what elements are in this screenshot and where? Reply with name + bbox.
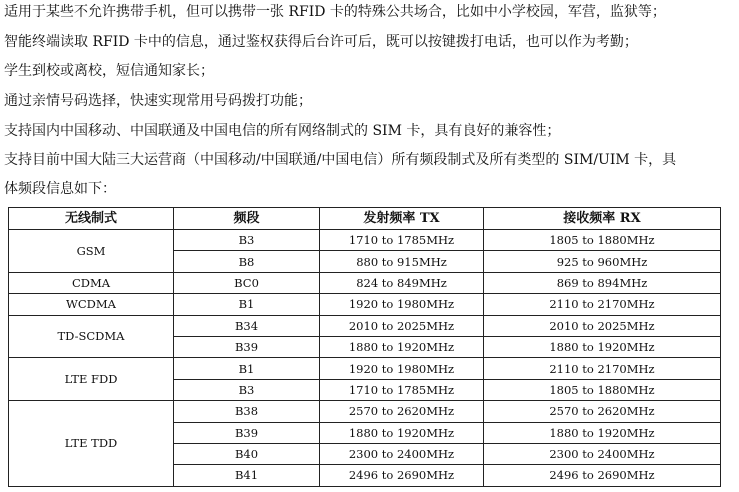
rx-cell: 2110 to 2170MHz [484,358,721,379]
rx-cell: 1880 to 1920MHz [484,422,721,443]
tx-cell: 2300 to 2400MHz [320,443,484,464]
band-cell: B1 [174,294,320,315]
rx-cell: 925 to 960MHz [484,251,721,272]
paragraph-sim-support: 支持国内中国移动、中国联通及中国电信的所有网络制式的 SIM 卡，具有良好的兼容性； [4,123,561,139]
tx-cell: 824 to 849MHz [320,272,484,293]
band-cell: B3 [174,379,320,400]
tx-cell: 2496 to 2690MHz [320,465,484,486]
table-row [9,230,721,251]
rx-cell: 869 to 894MHz [484,272,721,293]
tx-cell: 1710 to 1785MHz [320,379,484,400]
header-tx-frequency: 发射频率 TX [320,208,484,230]
paragraph-band-support: 支持目前中国大陆三大运营商（中国移动/中国联通/中国电信）所有频段制式及所有类型的 SIM/UIM 卡，具 [4,152,677,168]
table-row [9,272,721,293]
system-cell: LTE TDD [9,401,174,487]
paragraph-family-numbers: 通过亲情号码选择，快速实现常用号码拨打功能； [4,93,312,109]
paragraph-band-intro: 体频段信息如下： [4,181,116,197]
tx-cell: 1920 to 1980MHz [320,358,484,379]
system-cell: CDMA [9,272,174,293]
tx-cell: 2010 to 2025MHz [320,315,484,336]
system-cell: WCDMA [9,294,174,315]
tx-cell: 1880 to 1920MHz [320,422,484,443]
band-cell: B34 [174,315,320,336]
header-rx-frequency: 接收频率 RX [484,208,721,230]
system-cell: GSM [9,230,174,273]
paragraph-use-case: 适用于某些不允许携带手机，但可以携带一张 RFID 卡的特殊公共场合，比如中小学校园，军营，监狱等； [4,4,666,20]
table-header-row [9,208,721,230]
table-row [9,401,721,422]
band-cell: B39 [174,336,320,357]
tx-cell: 2570 to 2620MHz [320,401,484,422]
band-cell: B41 [174,465,320,486]
band-cell: B38 [174,401,320,422]
band-cell: B3 [174,230,320,251]
rx-cell: 2110 to 2170MHz [484,294,721,315]
tx-cell: 1880 to 1920MHz [320,336,484,357]
table-row [9,315,721,336]
rx-cell: 1880 to 1920MHz [484,336,721,357]
header-wireless-system: 无线制式 [9,208,174,230]
table-row [9,294,721,315]
tx-cell: 880 to 915MHz [320,251,484,272]
rx-cell: 1805 to 1880MHz [484,379,721,400]
band-cell: BC0 [174,272,320,293]
tx-cell: 1920 to 1980MHz [320,294,484,315]
tx-cell: 1710 to 1785MHz [320,230,484,251]
paragraph-rfid-auth: 智能终端读取 RFID 卡中的信息，通过鉴权获得后台许可后，既可以按键拨打电话，也可以作为考勤； [4,34,638,50]
band-cell: B8 [174,251,320,272]
system-cell: TD-SCDMA [9,315,174,358]
rx-cell: 2570 to 2620MHz [484,401,721,422]
rx-cell: 2496 to 2690MHz [484,465,721,486]
rx-cell: 2300 to 2400MHz [484,443,721,464]
header-band: 频段 [174,208,320,230]
frequency-band-table [8,207,721,487]
rx-cell: 1805 to 1880MHz [484,230,721,251]
band-cell: B39 [174,422,320,443]
band-cell: B40 [174,443,320,464]
paragraph-sms-notify: 学生到校或离校，短信通知家长； [4,63,214,79]
rx-cell: 2010 to 2025MHz [484,315,721,336]
band-cell: B1 [174,358,320,379]
table-row [9,358,721,379]
system-cell: LTE FDD [9,358,174,401]
